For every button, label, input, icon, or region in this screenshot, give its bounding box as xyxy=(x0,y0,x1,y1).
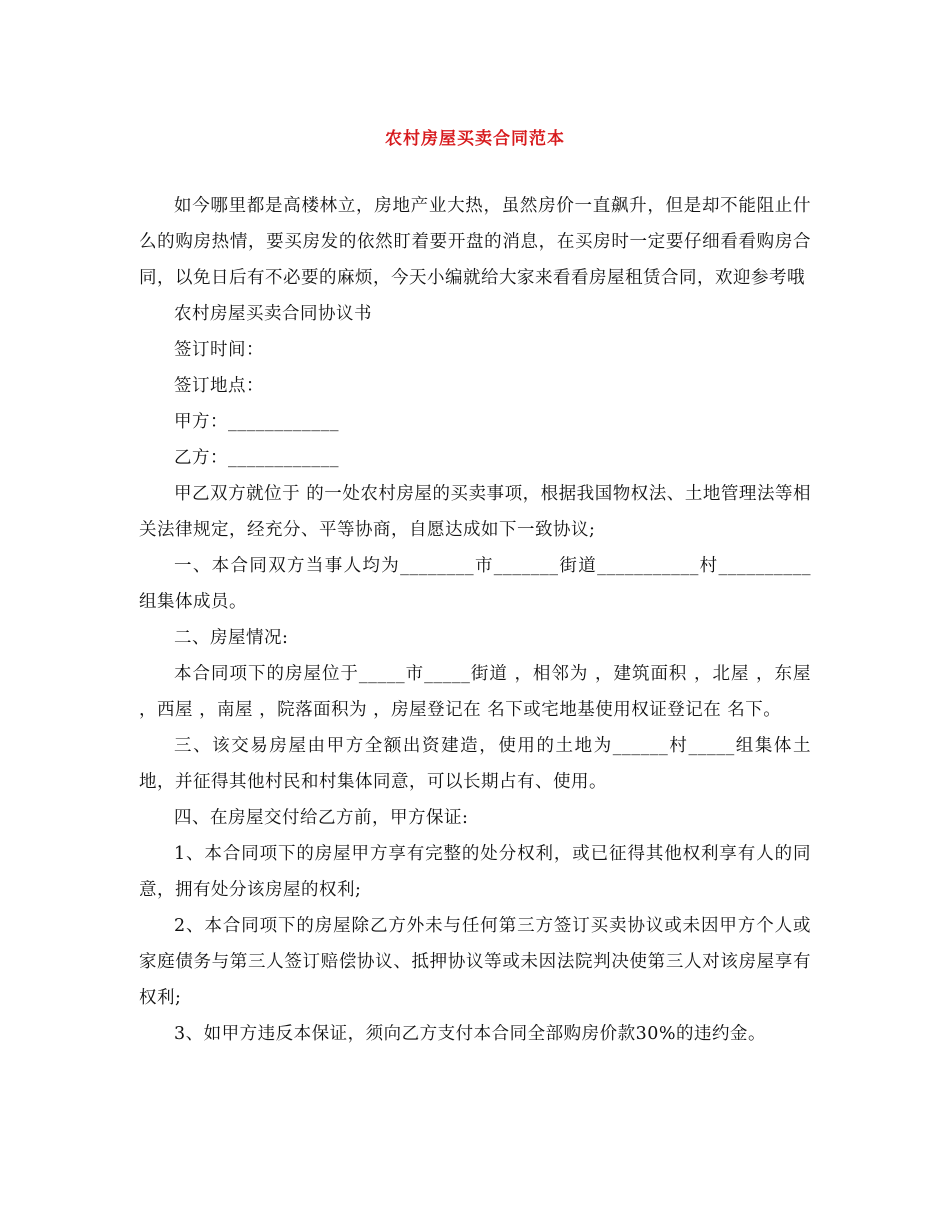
clause-4-3: 3、如甲方违反本保证，须向乙方支付本合同全部购房价款30%的违约金。 xyxy=(174,1024,767,1044)
clause-4-2: 2、本合同项下的房屋除乙方外未与任何第三方签订买卖协议或未因甲方个人或家庭债务与第三人签订赔偿协议、抵押协议等或未因法院判决使第三人对该房屋享有权利; xyxy=(139,916,811,1008)
clause-3: 三、该交易房屋由甲方全额出资建造，使用的土地为______村_____组集体土地，并征得其他村民和村集体同意，可以长期占有、使用。 xyxy=(139,736,811,792)
clause-2-title: 二、房屋情况: xyxy=(174,628,289,648)
document-title: 农村房屋买卖合同范本 xyxy=(385,129,565,149)
clause-4-1: 1、本合同项下的房屋甲方享有完整的处分权利，或已征得其他权利享有人的同意，拥有处分该房屋的权利; xyxy=(139,844,811,900)
clause-2-body: 本合同项下的房屋位于_____市_____街道 ，相邻为 ，建筑面积 ，北屋 ，东屋 ，西屋 ，南屋 ，院落面积为 ，房屋登记在 名下或宅地基使用权证登记在 名下。 xyxy=(139,664,811,720)
document-body xyxy=(139,188,811,1052)
party-b-line: 乙方：____________ xyxy=(174,448,339,468)
clause-4-title: 四、在房屋交付给乙方前，甲方保证: xyxy=(174,808,469,828)
sign-time-line: 签订时间： xyxy=(174,340,264,360)
sign-place-line: 签订地点： xyxy=(174,376,264,396)
party-a-line: 甲方：____________ xyxy=(174,412,339,432)
agreement-subtitle: 农村房屋买卖合同协议书 xyxy=(174,304,372,324)
preamble-paragraph: 甲乙双方就位于 的一处农村房屋的买卖事项，根据我国物权法、土地管理法等相关法律规定，经充分、平等协商，自愿达成如下一致协议; xyxy=(139,484,811,540)
clause-1: 一、本合同双方当事人均为________市_______街道___________村__________组集体成员。 xyxy=(139,556,811,612)
intro-paragraph: 如今哪里都是高楼林立，房地产业大热，虽然房价一直飙升，但是却不能阻止什么的购房热情，要买房发的依然盯着要开盘的消息，在买房时一定要仔细看看购房合同，以免日后有不必要的麻烦，今天小编就给大家来看看房屋租赁合同，欢迎参考哦 xyxy=(139,196,811,288)
